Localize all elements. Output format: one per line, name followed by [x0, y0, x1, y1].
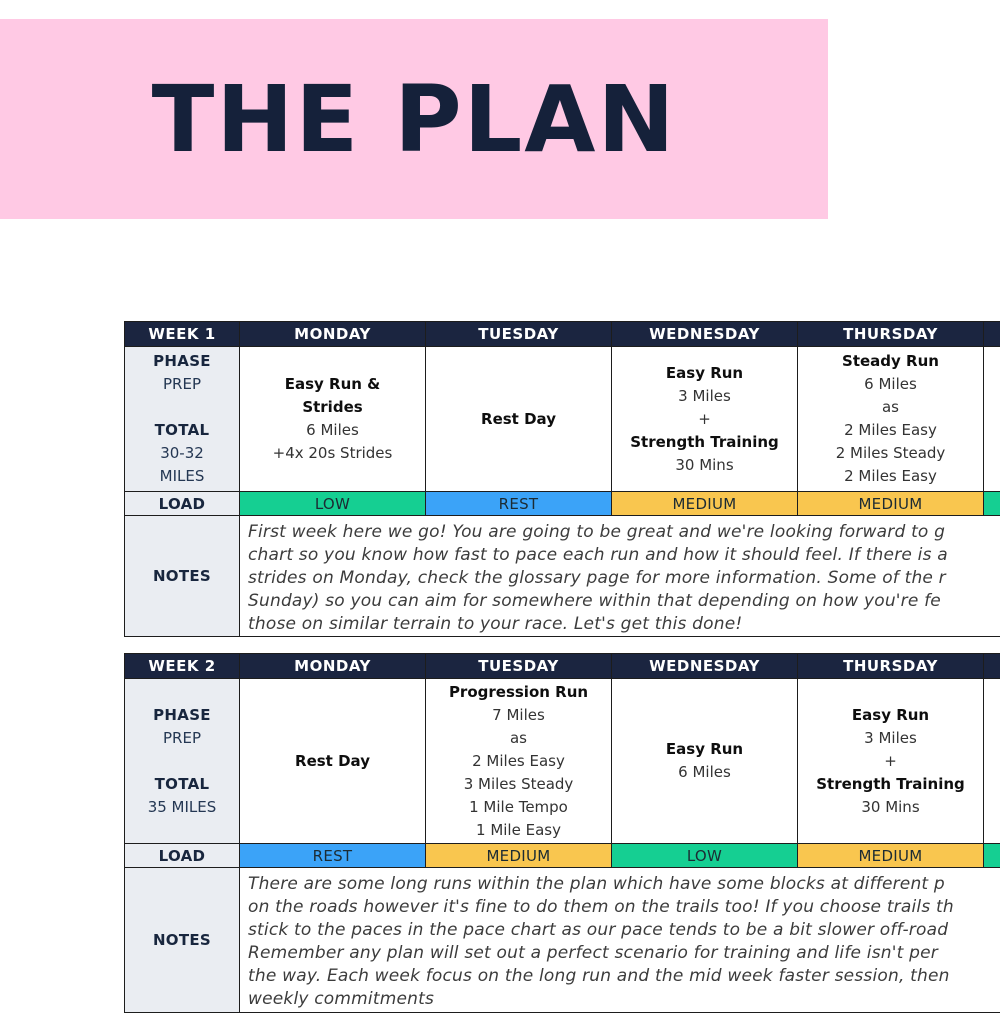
workout-line: 6 Miles — [240, 419, 425, 442]
load-row — [125, 492, 1000, 516]
workout-line: Progression Run — [426, 681, 611, 704]
workout-line: Steady Run — [798, 350, 983, 373]
notes-line: chart so you know how fast to pace each run and how it should feel. If there is a — [248, 544, 1000, 567]
week-header-row — [125, 322, 1000, 347]
week-header-row — [125, 654, 1000, 679]
workout-cell-tuesday — [426, 347, 612, 492]
info-line: TOTAL — [125, 419, 239, 442]
info-line: PHASE — [125, 704, 239, 727]
workout-cell-partial — [984, 347, 1000, 492]
workout-line: 3 Miles — [612, 385, 797, 408]
workout-line: 2 Miles Easy — [426, 750, 611, 773]
workout-line: 30 Mins — [798, 796, 983, 819]
workout-line: 2 Miles Easy — [798, 465, 983, 488]
workout-line: Rest Day — [426, 408, 611, 431]
info-line: 35 MILES — [125, 796, 239, 819]
load-cell-thursday: MEDIUM — [798, 492, 984, 516]
workout-cell-tuesday — [426, 679, 612, 844]
day-header-monday: MONDAY — [240, 654, 426, 679]
workout-line: Strides — [240, 396, 425, 419]
workout-line: 2 Miles Steady — [798, 442, 983, 465]
workout-line: 1 Mile Tempo — [426, 796, 611, 819]
workout-cell-wednesday — [612, 679, 798, 844]
load-cell-tuesday: REST — [426, 492, 612, 516]
day-header-monday: MONDAY — [240, 322, 426, 347]
day-header-thursday: THURSDAY — [798, 654, 984, 679]
notes-line: strides on Monday, check the glossary page for more information. Some of the r — [248, 567, 1000, 590]
workout-cell-monday — [240, 347, 426, 492]
load-cell-partial — [984, 844, 1000, 868]
workout-line: Easy Run — [612, 362, 797, 385]
load-label: LOAD — [125, 492, 240, 516]
day-header-wednesday: WEDNESDAY — [612, 322, 798, 347]
notes-line: weekly commitments — [248, 988, 1000, 1011]
workout-cell-monday — [240, 679, 426, 844]
workout-cell-thursday — [798, 679, 984, 844]
day-header-thursday: THURSDAY — [798, 322, 984, 347]
workout-line: as — [426, 727, 611, 750]
page-title: THE PLAN — [152, 66, 677, 173]
workout-line: Strength Training — [798, 773, 983, 796]
workout-line: 2 Miles Easy — [798, 419, 983, 442]
notes-label: NOTES — [125, 868, 240, 1013]
info-line: PREP — [125, 727, 239, 750]
workout-cell-partial — [984, 679, 1000, 844]
load-cell-wednesday: MEDIUM — [612, 492, 798, 516]
workout-line: 30 Mins — [612, 454, 797, 477]
notes-line: the way. Each week focus on the long run and the mid week faster session, then — [248, 965, 1000, 988]
notes-label: NOTES — [125, 516, 240, 637]
workout-line: 7 Miles — [426, 704, 611, 727]
workout-cell-thursday — [798, 347, 984, 492]
notes-line: First week here we go! You are going to be great and we're looking forward to g — [248, 521, 1000, 544]
workout-line: +4x 20s Strides — [240, 442, 425, 465]
workout-line: as — [798, 396, 983, 419]
phase-total-cell — [125, 679, 240, 844]
info-line: PREP — [125, 373, 239, 396]
load-cell-monday: LOW — [240, 492, 426, 516]
workout-line: Easy Run & — [240, 373, 425, 396]
load-row — [125, 844, 1000, 868]
notes-row — [125, 516, 1000, 637]
notes-line: stick to the paces in the pace chart as our pace tends to be a bit slower off-road — [248, 919, 1000, 942]
workout-line: 3 Miles — [798, 727, 983, 750]
info-line — [125, 750, 239, 773]
load-cell-partial — [984, 492, 1000, 516]
week-label: WEEK 1 — [125, 322, 240, 347]
workout-line: 3 Miles Steady — [426, 773, 611, 796]
day-header-partial — [984, 654, 1000, 679]
workout-line: 6 Miles — [798, 373, 983, 396]
day-header-wednesday: WEDNESDAY — [612, 654, 798, 679]
workout-line: 1 Mile Easy — [426, 819, 611, 842]
day-header-tuesday: TUESDAY — [426, 654, 612, 679]
workout-line: + — [612, 408, 797, 431]
load-cell-tuesday: MEDIUM — [426, 844, 612, 868]
workout-line: Easy Run — [612, 738, 797, 761]
notes-line: those on similar terrain to your race. Let's get this done! — [248, 613, 1000, 636]
workout-line: Easy Run — [798, 704, 983, 727]
notes-cell — [240, 868, 1000, 1013]
load-label: LOAD — [125, 844, 240, 868]
info-line: MILES — [125, 465, 239, 488]
info-line: 30-32 — [125, 442, 239, 465]
phase-total-cell — [125, 347, 240, 492]
notes-line: Sunday) so you can aim for somewhere within that depending on how you're fe — [248, 590, 1000, 613]
info-line: TOTAL — [125, 773, 239, 796]
notes-line: There are some long runs within the plan which have some blocks at different p — [248, 873, 1000, 896]
week-content-row — [125, 679, 1000, 844]
load-cell-thursday: MEDIUM — [798, 844, 984, 868]
notes-line: Remember any plan will set out a perfect scenario for training and life isn't per — [248, 942, 1000, 965]
workout-line: Rest Day — [240, 750, 425, 773]
notes-cell — [240, 516, 1000, 637]
notes-row — [125, 868, 1000, 1013]
notes-line: on the roads however it's fine to do them on the trails too! If you choose trails th — [248, 896, 1000, 919]
title-banner — [0, 19, 828, 219]
load-cell-wednesday: LOW — [612, 844, 798, 868]
workout-line: Strength Training — [612, 431, 797, 454]
workout-line: 6 Miles — [612, 761, 797, 784]
day-header-tuesday: TUESDAY — [426, 322, 612, 347]
info-line: PHASE — [125, 350, 239, 373]
load-cell-monday: REST — [240, 844, 426, 868]
week1-table — [124, 321, 1000, 637]
info-line — [125, 396, 239, 419]
week-content-row — [125, 347, 1000, 492]
workout-cell-wednesday — [612, 347, 798, 492]
day-header-partial — [984, 322, 1000, 347]
week-label: WEEK 2 — [125, 654, 240, 679]
week2-table — [124, 653, 1000, 1013]
workout-line: + — [798, 750, 983, 773]
